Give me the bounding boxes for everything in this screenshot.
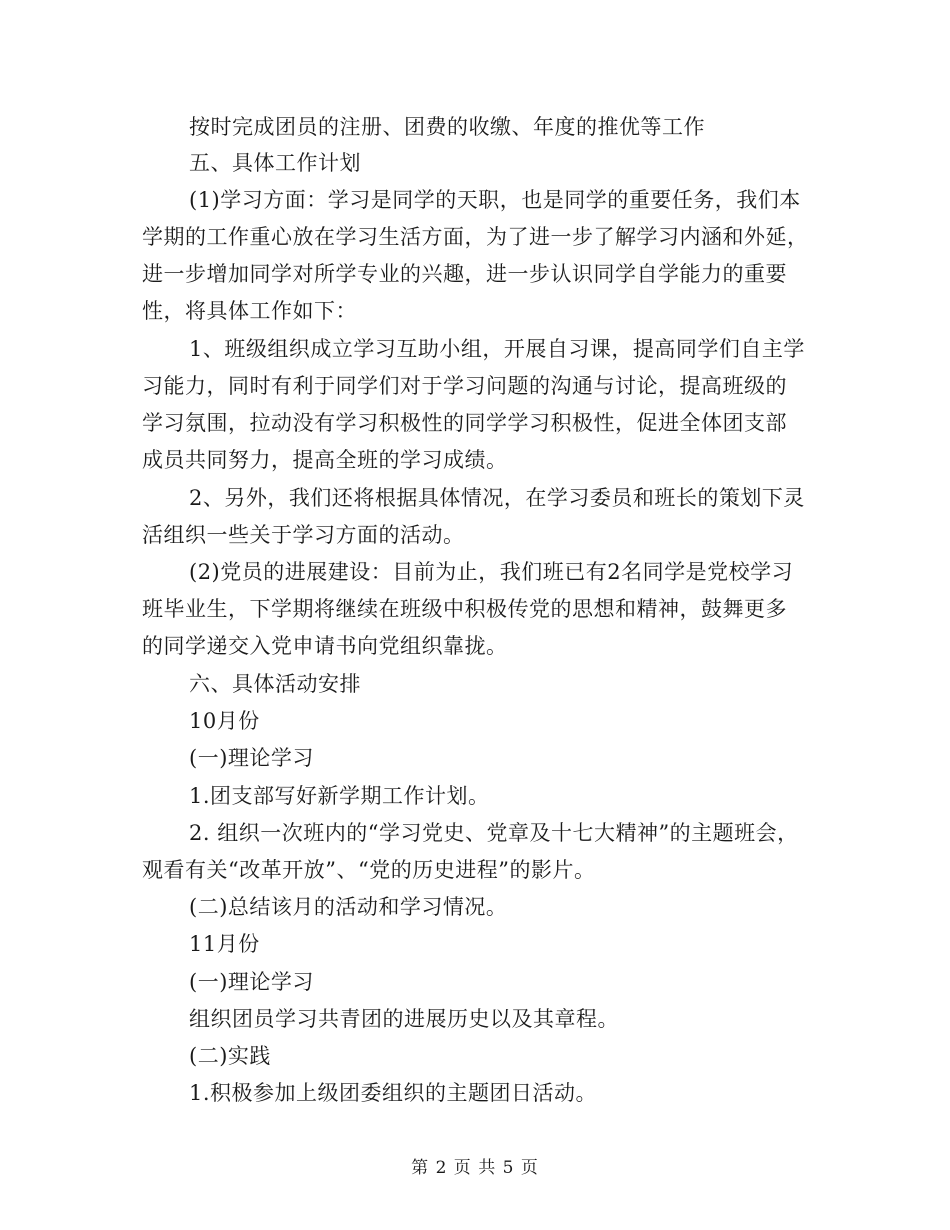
- text-line: 学期的工作重心放在学习生活方面，为了进一步了解学习内涵和外延，: [142, 225, 809, 249]
- subsection-heading: (一)理论学习: [189, 970, 314, 994]
- text-line: 成员共同努力，提高全班的学习成绩。: [142, 448, 508, 472]
- text-line: 1、班级组织成立学习互助小组，开展自习课，提高同学们自主学: [189, 337, 805, 361]
- text-line: 观看有关“改革开放”、“党的历史进程”的影片。: [142, 858, 596, 882]
- month-heading: 10月份: [189, 709, 260, 733]
- text-line: 2、另外，我们还将根据具体情况，在学习委员和班长的策划下灵: [189, 486, 805, 510]
- section-heading: 六、具体活动安排: [189, 672, 361, 696]
- text-line: (1)学习方面：学习是同学的天职，也是同学的重要任务，我们本: [189, 188, 801, 212]
- subsection-heading: (二)总结该月的活动和学习情况。: [189, 895, 508, 919]
- text-line: 按时完成团员的注册、团费的收缴、年度的推优等工作: [189, 115, 705, 139]
- month-heading: 11月份: [189, 932, 260, 956]
- text-line: 性，将具体工作如下：: [142, 299, 357, 323]
- subsection-heading: (一)理论学习: [189, 746, 314, 770]
- text-line: 组织团员学习共青团的进展历史以及其章程。: [189, 1007, 619, 1031]
- subsection-heading: (二)实践: [189, 1044, 271, 1068]
- page-number-footer: 第 2 页 共 5 页: [411, 1158, 539, 1178]
- text-line: 1.积极参加上级团委组织的主题团日活动。: [189, 1081, 598, 1105]
- text-line: 的同学递交入党申请书向党组织靠拢。: [142, 634, 508, 658]
- text-line: 进一步增加同学对所学专业的兴趣，进一步认识同学自学能力的重要: [142, 262, 787, 286]
- text-line: 学习氛围，拉动没有学习积极性的同学学习积极性，促进全体团支部: [142, 411, 787, 435]
- text-line: 习能力，同时有利于同学们对于学习问题的沟通与讨论，提高班级的: [142, 374, 787, 398]
- text-line: 2. 组织一次班内的“学习党史、党章及十七大精神”的主题班会，: [189, 821, 799, 845]
- text-line: 班毕业生，下学期将继续在班级中积极传党的思想和精神，鼓舞更多: [142, 597, 787, 621]
- text-line: (2)党员的进展建设：目前为止，我们班已有2名同学是党校学习: [189, 560, 794, 584]
- section-heading: 五、具体工作计划: [189, 151, 361, 175]
- text-line: 活组织一些关于学习方面的活动。: [142, 523, 465, 547]
- text-line: 1.团支部写好新学期工作计划。: [189, 784, 490, 808]
